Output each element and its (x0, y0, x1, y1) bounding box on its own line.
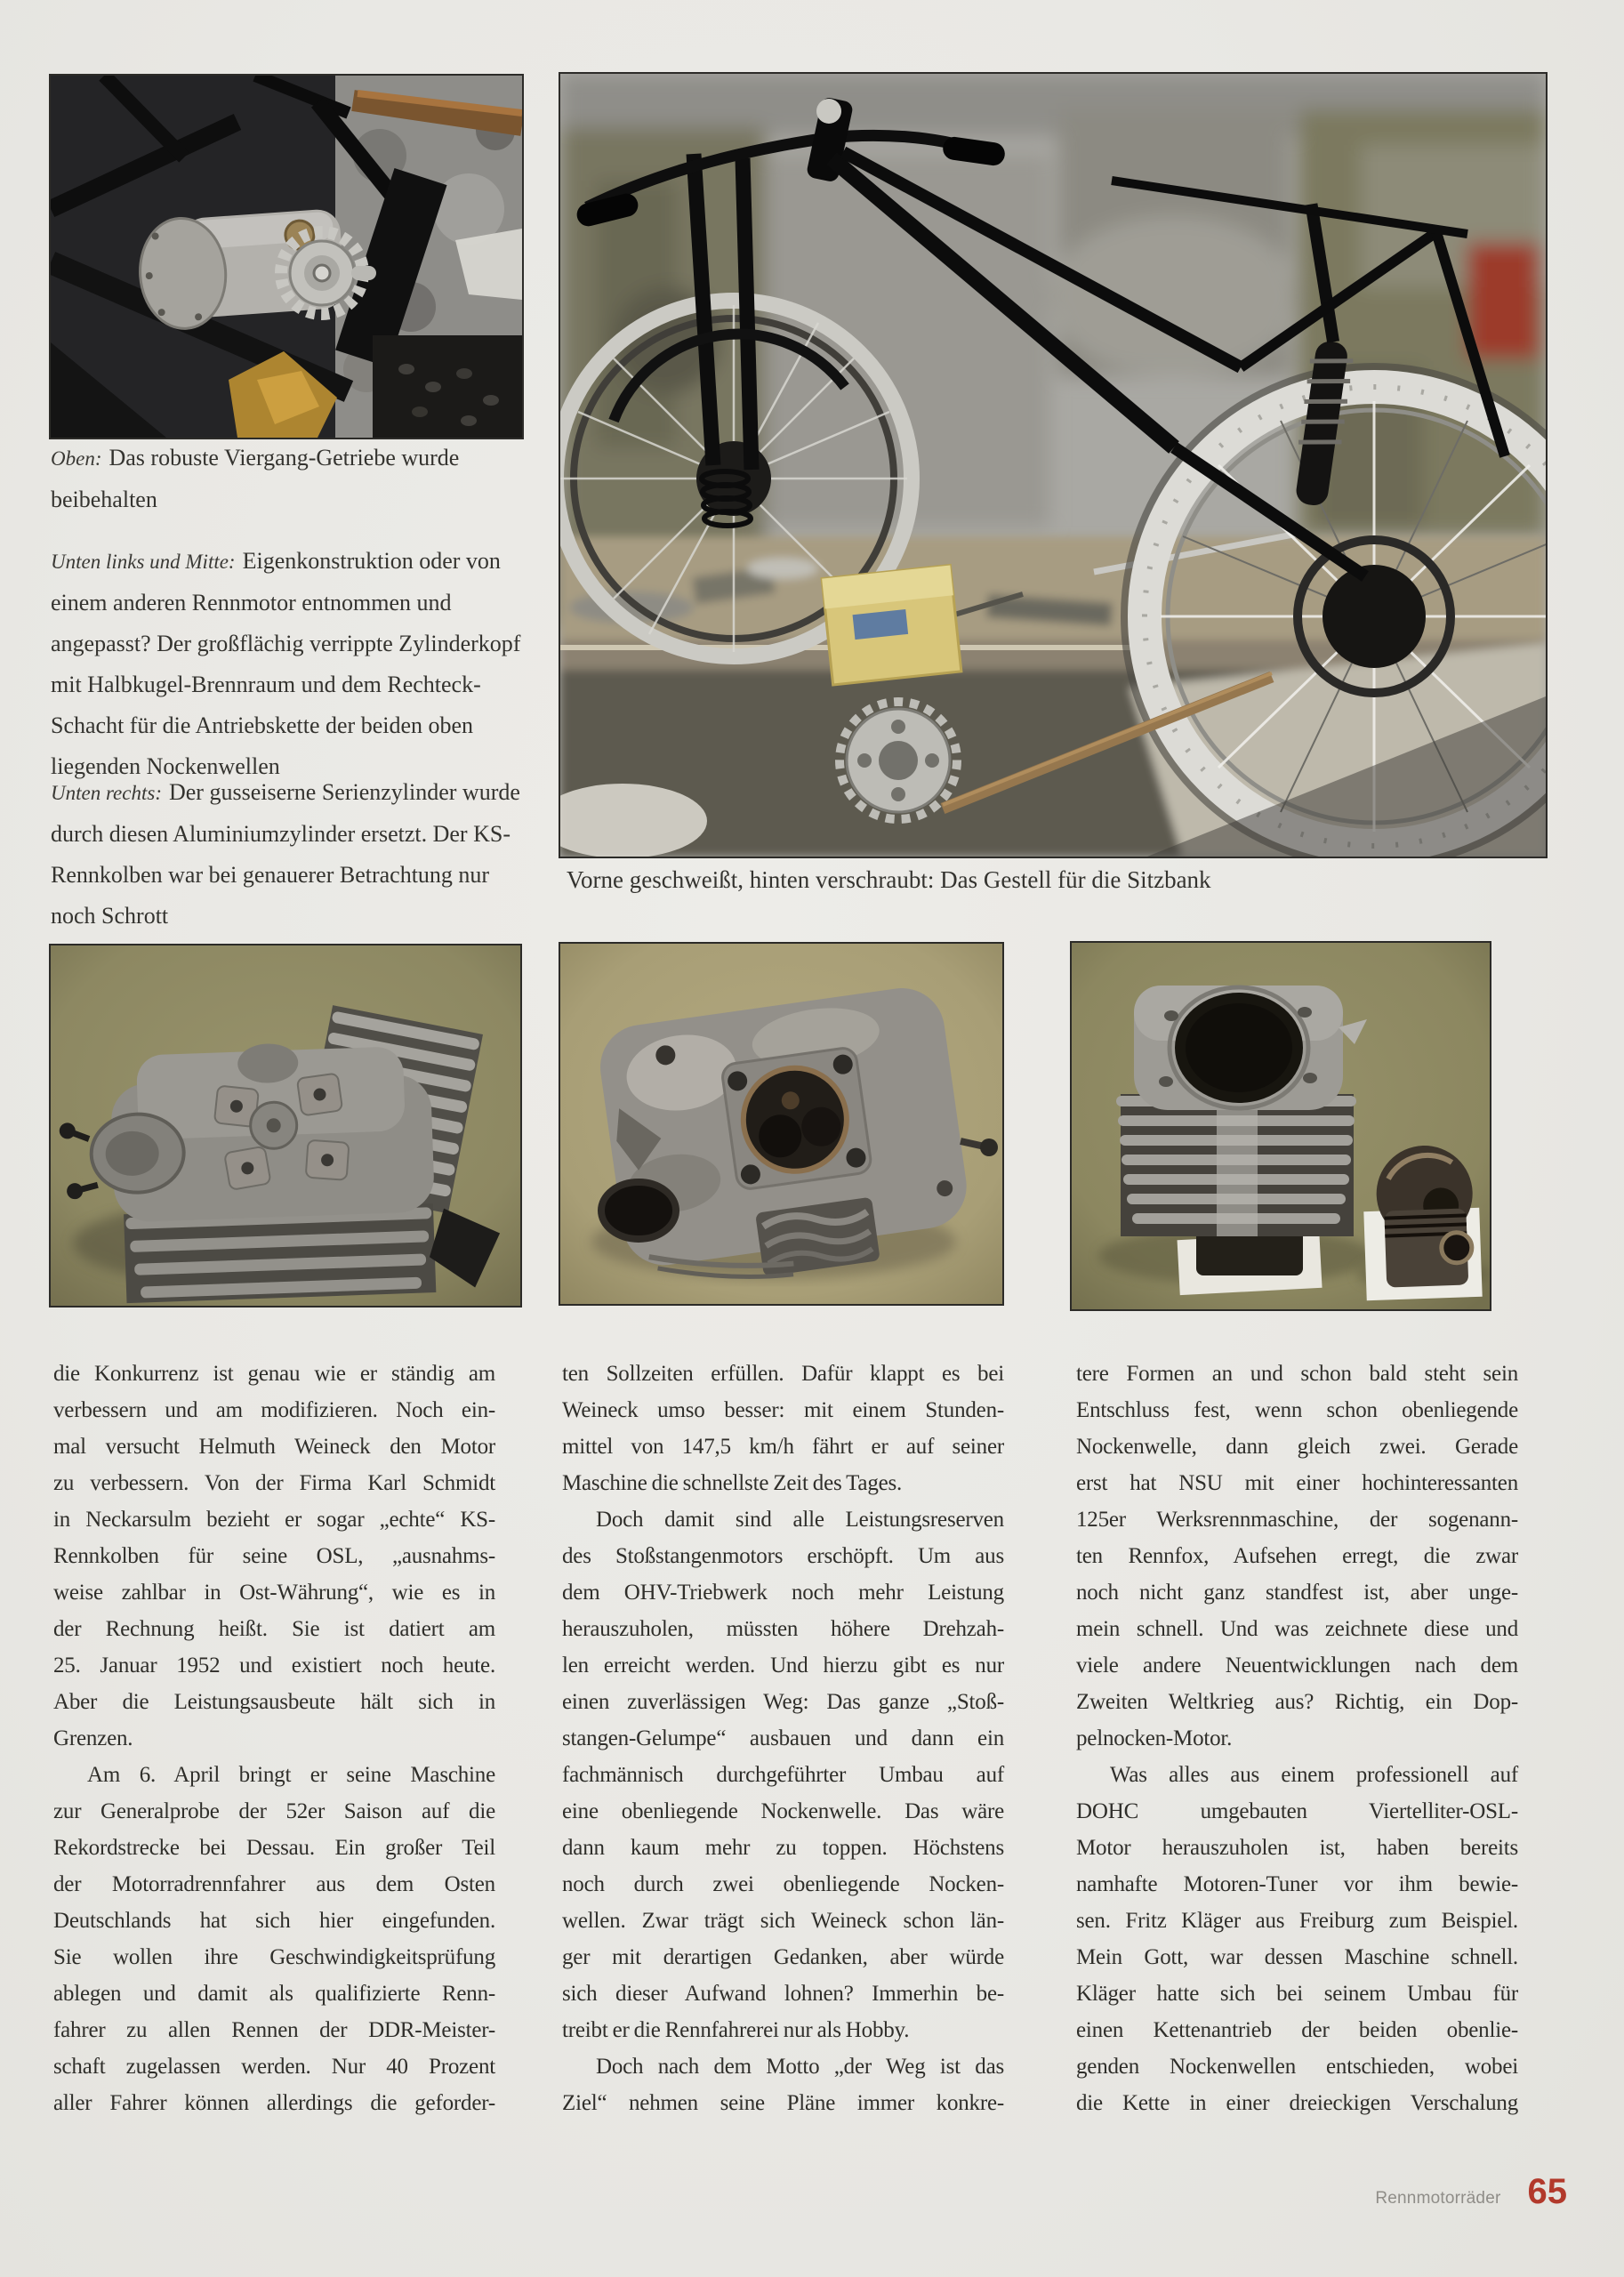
body-line: fahrer zu allen Rennen der DDR-Meister- (53, 2018, 495, 2042)
caption-frame: Vorne geschweißt, hinten verschraubt: Das Gestell für die Sitzbank (567, 866, 1211, 893)
body-line: ten Sollzeiten erfüllen. Dafür klappt es bei (562, 1362, 1004, 1386)
body-line: Rekordstrecke bei Dessau. Ein großer Teil (53, 1836, 495, 1860)
body-line: wellen. Zwar trägt sich Weineck schon län- (562, 1909, 1004, 1933)
body-line: Rennkolben für seine OSL, „ausnahms- (53, 1544, 495, 1568)
cylinder-illustration (1116, 986, 1367, 1275)
body-line: Motor herauszuholen ist, haben bereits (1076, 1836, 1518, 1860)
body-line: des Stoßstangenmotors erschöpft. Um aus (562, 1544, 1004, 1568)
body-line: tere Formen an und schon bald steht sein (1076, 1362, 1518, 1386)
body-line: aller Fahrer können allerdings die geforder- (53, 2091, 495, 2115)
caption-lead: Unten links und Mitte: (51, 551, 236, 573)
body-line: zu verbessern. Von der Firma Karl Schmidt (53, 1471, 495, 1495)
body-line: die Kette in einer dreieckigen Verschalung (1076, 2091, 1518, 2115)
body-column-3 (1076, 1356, 1518, 2121)
cylinder-piston-illustration (1072, 943, 1490, 1309)
body-line: Nockenwelle, dann gleich zwei. Gerade (1076, 1435, 1518, 1459)
body-line: noch durch zwei obenliegende Nocken- (562, 1872, 1004, 1896)
caption-text: Der gusseiserne Serienzylinder wurde durch diesen Aluminiumzylinder ersetzt. Der KS-Rennkolben war bei genauerer Betrachtung nur noch Schrott (51, 779, 520, 929)
body-line: ablegen und damit als qualifizierte Renn- (53, 1982, 495, 2006)
head-bottom-illustration (560, 944, 1002, 1304)
body-line: zur Generalprobe der 52er Saison auf die (53, 1799, 495, 1823)
footer-section-label: Rennmotorräder (1375, 2189, 1501, 2208)
caption-cylinder (51, 772, 535, 937)
body-line: treibt er die Rennfahrerei nur als Hobby. (562, 2018, 910, 2042)
body-line: erst hat NSU mit einer hochinteressanten (1076, 1471, 1518, 1495)
photo-head-bottom (560, 944, 1002, 1304)
page-number: 65 (1527, 2172, 1567, 2211)
body-line: len erreicht werden. Und hierzu gibt es nur (562, 1653, 1004, 1678)
body-line: die Konkurrenz ist genau wie er ständig am (53, 1362, 495, 1386)
body-line: der Rechnung heißt. Sie ist datiert am (53, 1617, 495, 1641)
body-column-1 (53, 1356, 495, 2121)
body-line: dem OHV-Triebwerk noch mehr Leistung (562, 1581, 1004, 1605)
body-line: weise zahlbar in Ost-Währung“, wie es in (53, 1581, 495, 1605)
body-line: Am 6. April bringt er seine Maschine (87, 1763, 495, 1787)
body-line: der Motorradrennfahrer aus dem Osten (53, 1872, 495, 1896)
body-line: Doch damit sind alle Leistungsreserven (596, 1508, 1004, 1532)
body-line: Aber die Leistungsausbeute hält sich in (53, 1690, 495, 1714)
gearbox-illustration (51, 76, 522, 438)
body-line: 125er Werksrennmaschine, der sogenann- (1076, 1508, 1518, 1532)
body-line: dann kaum mehr zu toppen. Höchstens (562, 1836, 1004, 1860)
body-line: sen. Fritz Kläger aus Freiburg zum Beispiel. (1076, 1909, 1518, 1933)
caption-text: Das robuste Viergang-Getriebe wurde beibehalten (51, 445, 460, 512)
body-line: sich dieser Aufwand lohnen? Immerhin be- (562, 1982, 1004, 2006)
caption-head (51, 541, 535, 787)
body-line: mal versucht Helmuth Weineck den Motor (53, 1435, 495, 1459)
caption-gearbox (51, 438, 527, 520)
caption-lead: Unten rechts: (51, 782, 162, 804)
body-line: genden Nockenwellen entschieden, wobei (1076, 2055, 1518, 2079)
body-line: Kläger hatte sich bei seinem Umbau für (1076, 1982, 1518, 2006)
photo-gearbox (51, 76, 522, 438)
photo-cylinder-piston (1072, 943, 1490, 1309)
body-line: mittel von 147,5 km/h fährt er auf seiner (562, 1435, 1004, 1459)
body-line: pelnocken-Motor. (1076, 1726, 1233, 1750)
body-line: Mein Gott, war dessen Maschine schnell. (1076, 1945, 1518, 1969)
body-column-2 (562, 1356, 1004, 2121)
body-line: herauszuholen, müssten höhere Drehzah- (562, 1617, 1004, 1641)
body-line: stangen-Gelumpe“ ausbauen und dann ein (562, 1726, 1004, 1750)
body-line: in Neckarsulm bezieht er sogar „echte“ KS- (53, 1508, 495, 1532)
body-line: einen zuverlässigen Weg: Das ganze „Stoß- (562, 1690, 1004, 1714)
body-line: Entschluss fest, wenn schon obenliegende (1076, 1398, 1518, 1422)
caption-text: Eigenkonstruktion oder von einem anderen Rennmotor entnommen und angepasst? Der großflächig verrippte Zylinderkopf mit Halbkugel-Brennraum und dem Rechteck-Schacht für die Antriebskette der beiden oben liegenden Nockenwellen (51, 548, 521, 779)
body-line: 25. Januar 1952 und existiert noch heute. (53, 1653, 495, 1678)
body-line: verbessern und am modifizieren. Noch ein- (53, 1398, 495, 1422)
body-line: Sie wollen ihre Geschwindigkeitsprüfung (53, 1945, 495, 1969)
body-line: Deutschlands hat sich hier eingefunden. (53, 1909, 495, 1933)
body-line: einen Kettenantrieb der beiden obenlie- (1076, 2018, 1518, 2042)
body-line: ger mit derartigen Gedanken, aber würde (562, 1945, 1004, 1969)
head-top-illustration (51, 945, 520, 1306)
body-line: mein schnell. Und was zeichnete diese und (1076, 1617, 1518, 1641)
caption-lead: Oben: (51, 447, 102, 470)
body-line: Maschine die schnellste Zeit des Tages. (562, 1471, 903, 1495)
body-line: viele andere Neuentwicklungen nach dem (1076, 1653, 1518, 1678)
body-line: DOHC umgebauten Viertelliter-OSL- (1076, 1799, 1518, 1823)
body-line: schaft zugelassen werden. Nur 40 Prozent (53, 2055, 495, 2079)
body-line: namhafte Motoren-Tuner vor ihm bewie- (1076, 1872, 1518, 1896)
piston-illustration (1375, 1144, 1475, 1288)
body-line: Weineck umso besser: mit einem Stunden- (562, 1398, 1004, 1422)
photo-workshop-frame (560, 74, 1546, 857)
photo-head-top (51, 945, 520, 1306)
body-line: fachmännisch durchgeführter Umbau auf (562, 1763, 1004, 1787)
body-line: Ziel“ nehmen seine Pläne immer konkre- (562, 2091, 1004, 2115)
body-line: Zweiten Weltkrieg aus? Richtig, ein Dop- (1076, 1690, 1518, 1714)
workshop-illustration (560, 74, 1546, 857)
page-footer (1227, 2172, 1567, 2212)
body-line: Was alles aus einem professionell auf (1110, 1763, 1518, 1787)
body-line: Grenzen. (53, 1726, 133, 1750)
body-line: noch nicht ganz standfest ist, aber unge- (1076, 1581, 1518, 1605)
body-line: Doch nach dem Motto „der Weg ist das (596, 2055, 1004, 2079)
body-line: eine obenliegende Nockenwelle. Das wäre (562, 1799, 1004, 1823)
body-line: ten Rennfox, Aufsehen erregt, die zwar (1076, 1544, 1518, 1568)
